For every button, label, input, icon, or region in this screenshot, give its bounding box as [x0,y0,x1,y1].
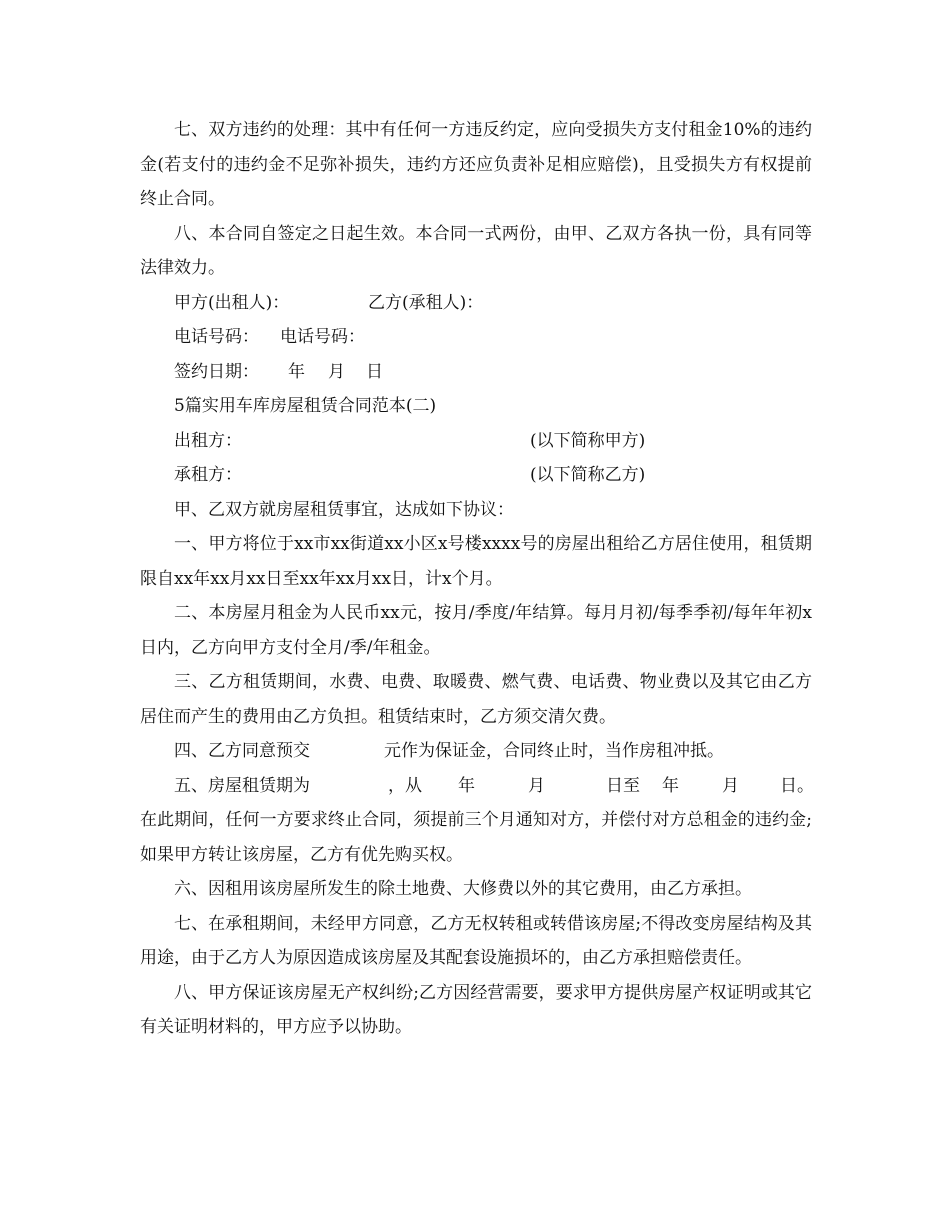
clause-5-day-to: 日至 [606,775,640,796]
section-title: 5篇实用车库房屋租赁合同范本(二) [174,396,437,416]
party-a-label: 甲方(出租人)： [174,292,290,313]
phone-b-label: 电话号码： [280,327,365,347]
agreement-intro: 甲、乙双方就房屋租赁事宜，达成如下协议： [174,499,514,520]
clause-4-part-a: 四、乙方同意预交 [174,741,310,761]
clause-5-month: 月 [528,775,545,796]
phone-line [140,320,812,355]
clause-5-month-2: 月 [722,775,739,796]
party-b-label: 乙方(承租人)： [368,292,484,313]
lessee-label: 承租方： [174,465,242,485]
lessee-note: (以下简称乙方) [530,465,646,485]
clause-8: 八、甲方保证该房屋无产权纠纷;乙方因经营需要，要求甲方提供房屋产权证明或其它有关证明材料的，甲方应予以协助。 [140,982,812,1037]
article-8-effective: 八、本合同自签定之日起生效。本合同一式两份，由甲、乙双方各执一份，具有同等法律效力。 [140,223,812,278]
clause-1: 一、甲方将位于xx市xx街道xx小区x号楼xxxx号的房屋出租给乙方居住使用，租赁期限自xx年xx月xx日至xx年xx月xx日，计x个月。 [140,534,812,589]
clause-2: 二、本房屋月租金为人民币xx元，按月/季度/年结算。每月月初/每季季初/每年年初x日内，乙方向甲方支付全月/季/年租金。 [140,603,812,658]
sign-date-line [140,355,812,390]
lessor-note: (以下简称甲方) [530,430,646,451]
sign-date-month: 月 [328,361,345,382]
clause-5-part-a: 五、房屋租赁期为 [174,775,310,796]
clause-5-day-2: 日。 [780,775,814,796]
party-line [140,286,812,321]
sign-date-label: 签约日期： [174,361,259,382]
clause-5-year-2: 年 [662,775,679,796]
clause-7: 七、在承租期间，未经甲方同意，乙方无权转租或转借该房屋;不得改变房屋结构及其用途，由于乙方人为原因造成该房屋及其配套设施损坏的，由乙方承担赔偿责任。 [140,913,812,968]
sign-date-day: 日 [366,361,383,382]
lessee-line [140,458,812,493]
phone-a-label: 电话号码： [174,327,259,347]
clause-4-line [140,734,812,769]
lessor-line [140,424,812,459]
clause-5-part-b: ，从 [388,775,422,796]
clause-5-rest: 在此期间，任何一方要求终止合同，须提前三个月通知对方，并偿付对方总租金的违约金;如果甲方转让该房屋，乙方有优先购买权。 [140,810,812,865]
clause-5-year: 年 [458,775,475,796]
clause-5-line [140,769,812,804]
section-title-line [140,389,812,424]
clause-3: 三、乙方租赁期间，水费、电费、取暖费、燃气费、电话费、物业费以及其它由乙方居住而产生的费用由乙方负担。租赁结束时，乙方须交清欠费。 [140,672,812,727]
clause-6: 六、因租用该房屋所发生的除土地费、大修费以外的其它费用，由乙方承担。 [174,879,752,899]
document-body [140,113,812,1045]
clause-4-part-b: 元作为保证金，合同终止时，当作房租冲抵。 [384,741,724,761]
lessor-label: 出租方： [174,430,242,451]
sign-date-year: 年 [288,361,305,382]
article-7-breach: 七、双方违约的处理：其中有任何一方违反约定，应向受损失方支付租金10%的违约金(若支付的违约金不足弥补损失，违约方还应负责补足相应赔偿)，且受损失方有权提前终止合同。 [140,120,812,209]
